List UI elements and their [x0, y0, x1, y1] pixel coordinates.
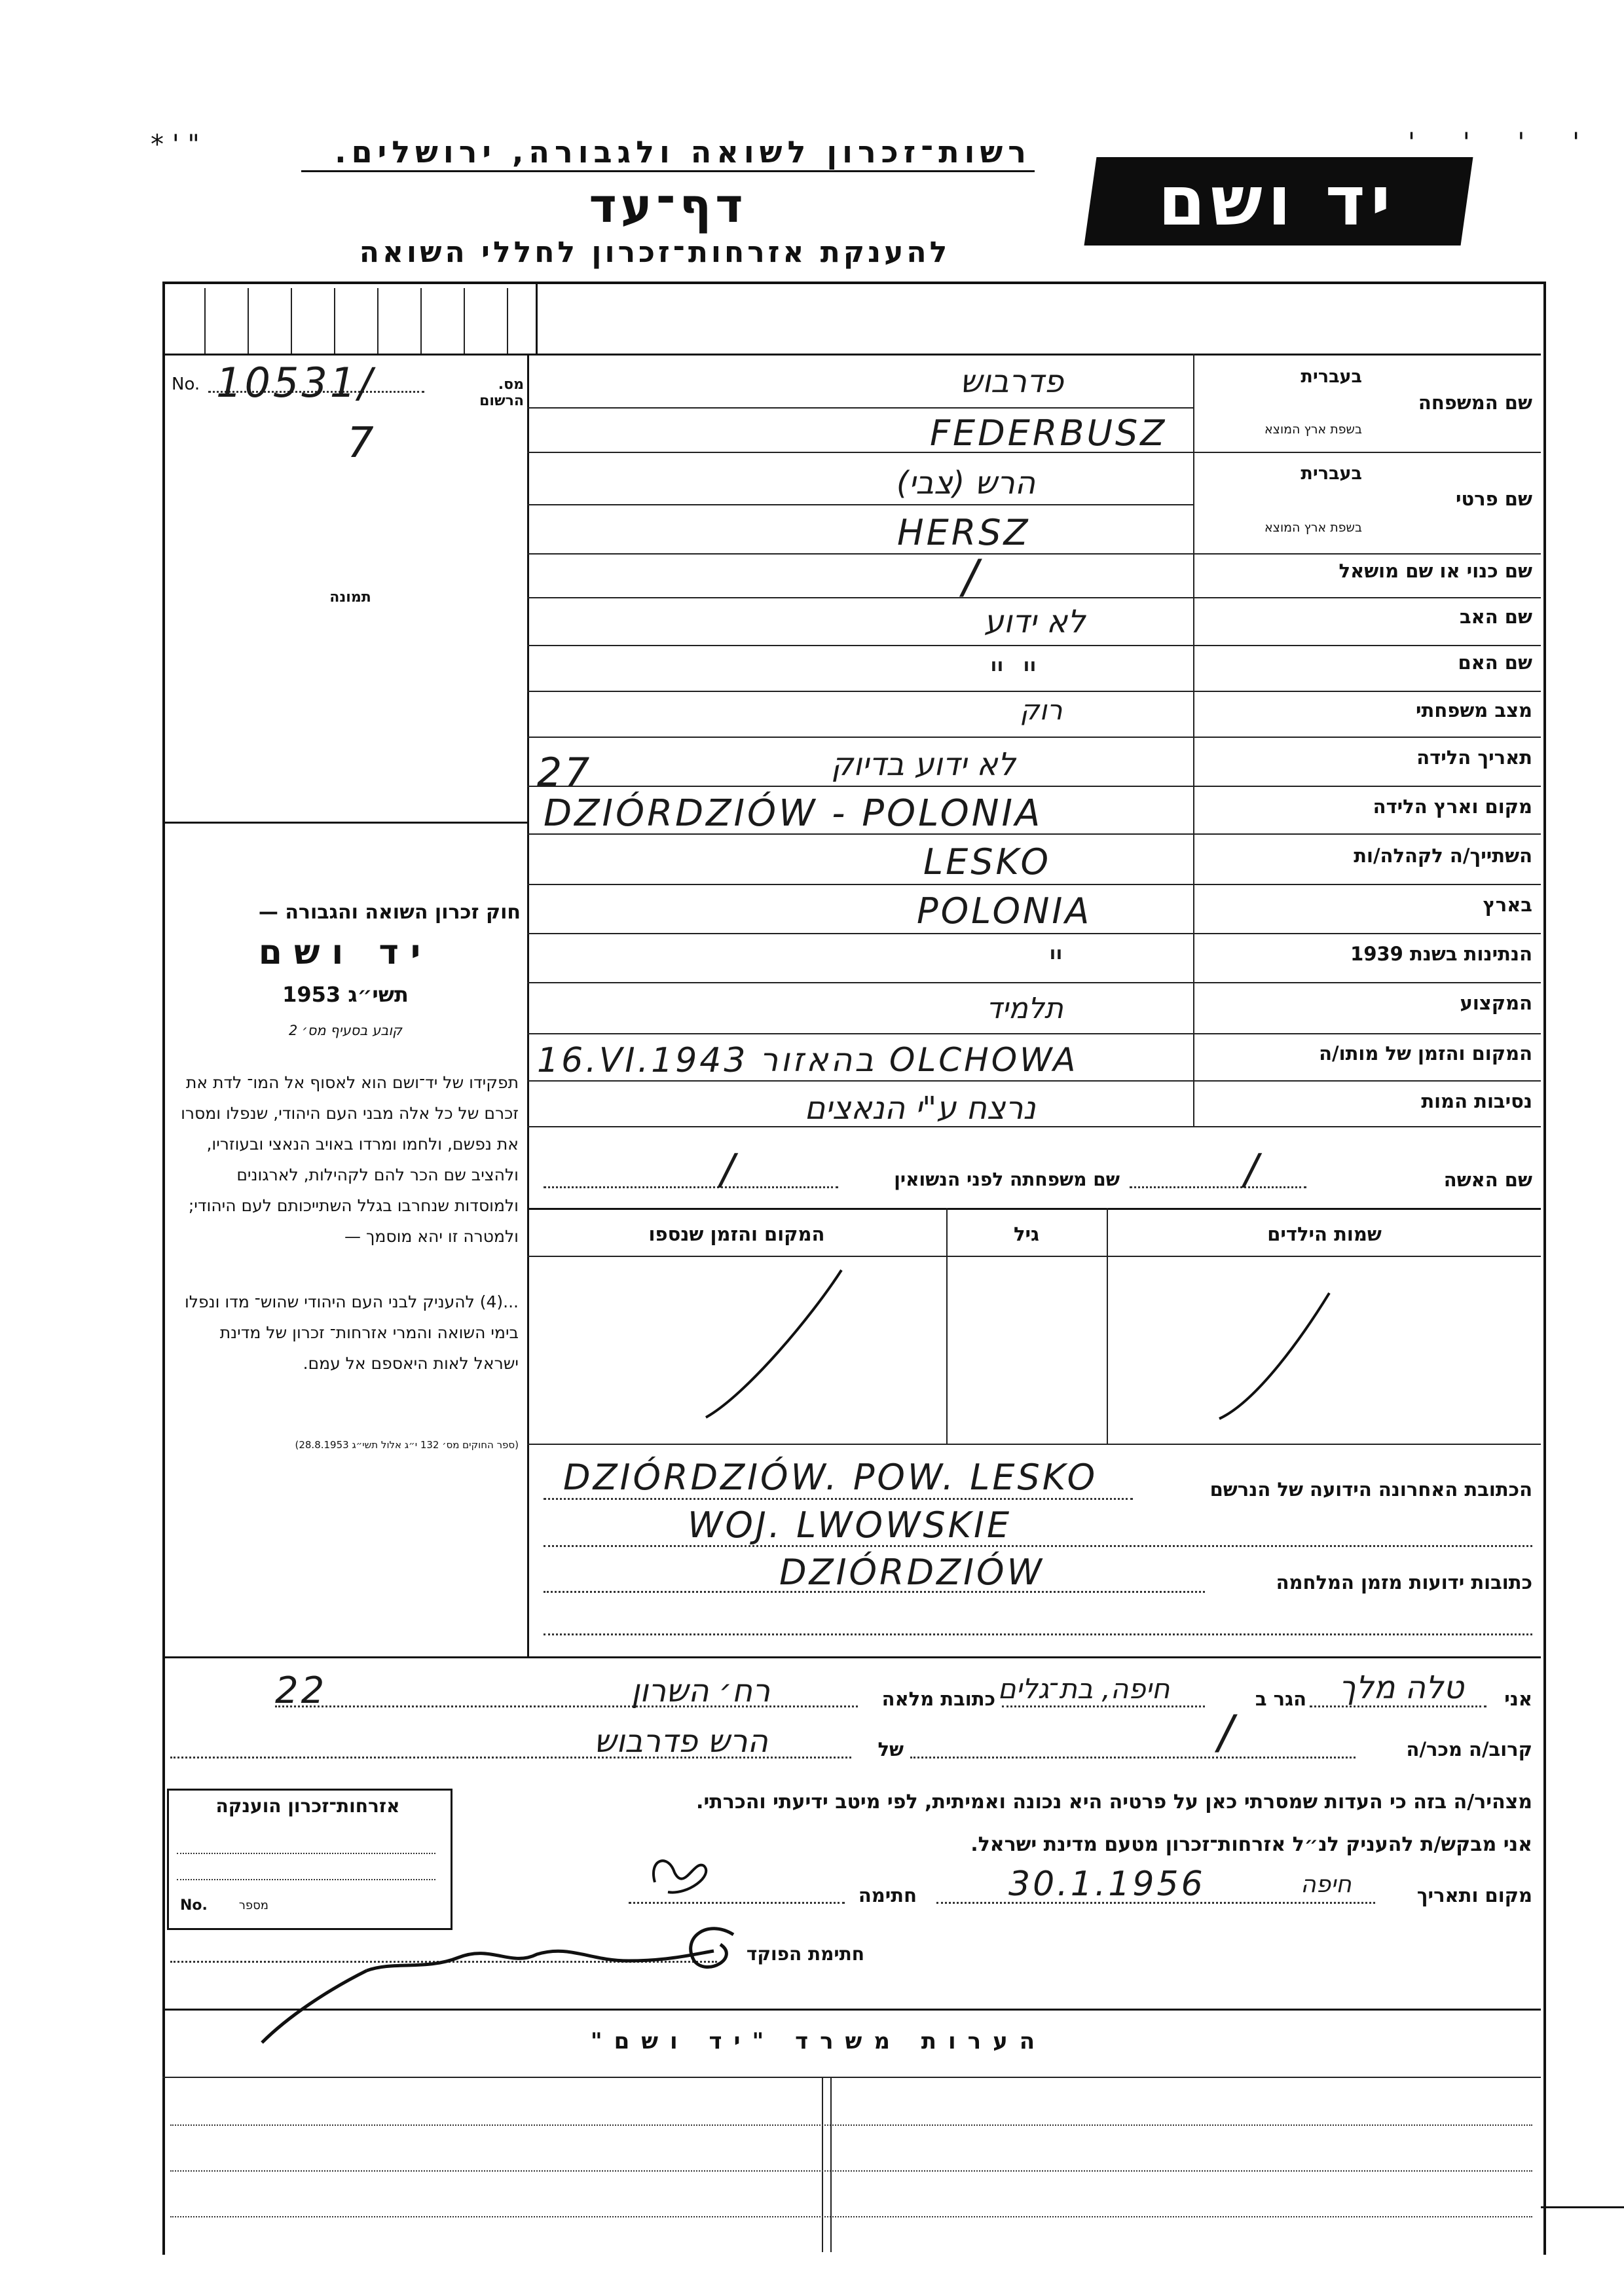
birth-date-label: תאריך הלידה: [1416, 746, 1532, 769]
form-subtitle: להענקת אזרחות־זכרון לחללי השואה: [359, 236, 951, 269]
law-paragraph-2: ...(4) להעניק לבני העם היהודי שהוש־ מדו ונפלו בימי השואה והמרי אזרחות־ זכרון של מדינת ישראל לאות היאספם אל עמם.: [184, 1292, 519, 1373]
profession-label: המקצוע: [1460, 992, 1532, 1014]
law-clause: קובע בסעיף מס׳ 2: [289, 1023, 402, 1038]
family-name-label: שם המשפחה: [1418, 392, 1532, 414]
stub-tick: [291, 288, 292, 354]
birth-date-value: לא ידוע בדיוק: [831, 746, 1016, 783]
relation-dots: [910, 1757, 1356, 1758]
community-value: LESKO: [923, 841, 1051, 883]
first-name-latin-sublabel: בשפת ארץ המוצא: [1264, 520, 1362, 535]
row-divider: [527, 933, 1541, 934]
profession-value: תלמיד: [986, 992, 1063, 1025]
birth-place-label: מקום וארץ הלידה: [1373, 795, 1532, 818]
remarks-title: הערות משרד "יד ושם": [590, 2028, 1047, 2054]
row-divider: [527, 504, 1193, 505]
relation-value: /: [1218, 1705, 1236, 1759]
first-name-hebrew-value: הרש (צבי): [896, 465, 1036, 501]
law-footnote: (ספר החוקים מס׳ 132 י״ג אלול תשי״ג 28.8.1953): [295, 1439, 519, 1451]
nickname-value: /: [963, 550, 981, 604]
declarant-number: 22: [275, 1669, 327, 1712]
row-divider: [527, 786, 1541, 787]
declarant-i-label: אני: [1504, 1688, 1532, 1710]
first-name-label: שם פרטי: [1455, 488, 1532, 510]
strike-mark-names: [1219, 1293, 1329, 1419]
registration-number: 10531/: [216, 359, 375, 407]
remarks-dots: [170, 2170, 1532, 2172]
nickname-label: שם כנוי או שם מושאל: [1338, 560, 1532, 582]
law-paragraph-1: תפקידו של יד־ושם הוא לאסוף אל המו־ לדת את זכרם של כל אלה מבני העם היהודי, שנפלו ומסרו את נפשם, ולחמו ומרדו באויב הנאצי ובעוזריו, ולהציב שם הכר להם לקהילות, לארגונים ולמוסדות שנחרבו בגלל השתייכותם לעם היהודי; ולמטרה זו יהא מוסמך —: [181, 1073, 519, 1246]
children-place-header: המקום והזמן שנספו: [648, 1223, 825, 1245]
remarks-divider: [830, 2077, 832, 2252]
row-divider: [527, 737, 1541, 738]
father-value: לא ידוע: [984, 604, 1086, 640]
citizenship-box-no-he: מספר: [238, 1899, 268, 1912]
death-date: 16.VI.1943: [537, 1041, 748, 1080]
first-name-hebrew-sublabel: בעברית: [1301, 464, 1362, 484]
declaration-place: חיפה: [1301, 1871, 1352, 1898]
row-divider: [527, 1033, 1541, 1034]
country-label: בארץ: [1483, 894, 1532, 916]
remarks-header-line: [162, 2077, 1541, 2078]
first-name-latin-value: HERSZ: [897, 512, 1031, 553]
stub-tick: [334, 288, 335, 354]
photo-box-bottom: [162, 822, 527, 824]
signatures: [0, 1820, 1624, 2213]
officer-signature-label: חתימת הפוקד: [746, 1943, 864, 1965]
stub-divider: [536, 282, 538, 354]
row-divider: [527, 553, 1541, 555]
family-name-latin-value: FEDERBUSZ: [930, 412, 1168, 454]
remarks-dots: [170, 2124, 1532, 2126]
row-divider: [527, 982, 1541, 983]
resides-dots: [1002, 1705, 1205, 1707]
mother-label: שם האם: [1458, 651, 1532, 674]
relation-label: קרוב/ה מכר/ה: [1406, 1738, 1532, 1760]
circumstances-value: נרצח ע"י הנאצים: [804, 1090, 1036, 1127]
remarks-divider: [822, 2077, 823, 2252]
form-title: דף־עד: [589, 178, 747, 233]
children-age-header: גיל: [1013, 1223, 1040, 1245]
row-divider: [527, 407, 1193, 409]
children-names-header: שמות הילדים: [1267, 1223, 1382, 1245]
resides-label: הגר ב: [1255, 1688, 1306, 1710]
family-status-value: רוק: [1020, 694, 1063, 726]
stub-tick: [248, 288, 249, 354]
war-address-label: כתובות ידועות מזמן המלחמה: [1276, 1571, 1532, 1594]
label-column-divider: [1193, 354, 1194, 1126]
registration-no-hebrew-label: מס. הרשום: [479, 376, 524, 409]
officer-signature: [262, 1929, 733, 2043]
stray-marks: * ' ": [151, 130, 200, 160]
circumstances-label: נסיבות המות: [1421, 1090, 1532, 1112]
place-date-label: מקום ותאריך: [1416, 1884, 1532, 1906]
community-label: השתייך/ה לקהלה/ות: [1354, 845, 1532, 867]
birth-date-extra: 27: [537, 750, 593, 795]
top-stub-divider: [162, 354, 1541, 355]
row-divider: [527, 645, 1541, 646]
father-label: שם האב: [1459, 606, 1532, 628]
signature-label: חתימה: [858, 1884, 917, 1906]
stub-tick: [507, 288, 508, 354]
stub-tick: [204, 288, 206, 354]
declarant-street: רח׳ השרון: [631, 1673, 771, 1709]
family-name-hebrew-value: פדרבוש: [959, 363, 1064, 400]
wife-row-bottom: [527, 1208, 1541, 1210]
wife-value: /: [1244, 1146, 1261, 1194]
country-value: POLONIA: [917, 890, 1092, 932]
family-name-latin-sublabel: בשפת ארץ המוצא: [1264, 422, 1362, 437]
citizenship-value: ": [1048, 943, 1067, 984]
declaration-date: 30.1.1956: [1008, 1865, 1206, 1904]
stub-tick: [420, 288, 422, 354]
war-address-value: DZIÓRDZIÓW: [779, 1552, 1044, 1593]
stub-tick: [464, 288, 465, 354]
row-divider: [527, 597, 1541, 598]
wife-maiden-value: /: [720, 1146, 737, 1194]
wife-dots: [1130, 1186, 1306, 1188]
remarks-dots: [170, 2216, 1532, 2217]
last-address-label: הכתובת האחרונה הידועה של הנרשם: [1209, 1478, 1532, 1501]
law-year: תשי״ג 1953: [282, 982, 409, 1007]
citizenship-label: הנתינות בשנת 1939: [1350, 943, 1532, 965]
last-address-dots: [544, 1498, 1133, 1500]
stub-tick: [377, 288, 378, 354]
family-status-label: מצב משפחתי: [1415, 699, 1532, 721]
death-place: בהאזור OLCHOWA: [760, 1041, 1079, 1079]
statement-1: מצהיר/ה בזה כי העדות שמסרתי כאן על פרטיה היא נכונה ואמיתית, לפי מיטב ידיעתי והכרתי.: [696, 1791, 1532, 1813]
declarant-signature: [654, 1861, 706, 1892]
citizenship-box-title: אזרחות־זכרון הוענקה: [215, 1795, 400, 1817]
institution-underline: [301, 170, 1035, 172]
declaration-top-line: [162, 1656, 1541, 1658]
statement-2: אני מבקש/ת להעניק לנ״ל אזרחות־זכרון מטעם מדינת ישראל.: [970, 1833, 1532, 1856]
mother-value: " ": [989, 655, 1041, 696]
full-address-label: כתובת מלאה: [881, 1688, 995, 1710]
remarks-top-line: [162, 2009, 1541, 2011]
row-divider: [527, 1080, 1541, 1082]
institution-line: רשות־זכרון לשואה ולגבורה, ירושלים.: [335, 134, 1031, 170]
birth-place-value: DZIÓRDZIÓW - POLONIA: [544, 792, 1043, 835]
wife-maiden-dots: [544, 1186, 838, 1188]
war-address-dots-2: [544, 1633, 1532, 1635]
citizenship-box-no-en: No.: [180, 1897, 208, 1914]
wife-maiden-label: שם משפחתה לפני הנשואין: [894, 1169, 1120, 1190]
declarant-city: חיפה, בת־גלים: [997, 1673, 1170, 1705]
corner-marks: ' ' ' ': [1408, 128, 1600, 158]
declarant-name: טלה מלך: [1338, 1669, 1464, 1706]
last-address-line-1: DZIÓRDZIÓW. POW. LESKO: [563, 1457, 1098, 1498]
registration-suffix: 7: [347, 419, 377, 467]
law-title: חוק זכרון השואה והגבורה —: [258, 901, 521, 924]
strike-mark-place: [706, 1270, 841, 1417]
photo-label: תמונה: [329, 589, 371, 606]
last-address-line-2: WOJ. LWOWSKIE: [688, 1504, 1012, 1546]
death-label: המקום והזמן של מותו/ה: [1319, 1042, 1532, 1065]
family-name-hebrew-sublabel: בעברית: [1301, 367, 1362, 387]
wife-label: שם האשה: [1443, 1169, 1532, 1191]
law-name: יד ושם: [258, 933, 433, 972]
logo-text: יד ושם: [1158, 161, 1396, 241]
of-value: הרש פדרבוש: [594, 1723, 768, 1760]
row-divider: [527, 884, 1541, 885]
registration-no-label: No.: [172, 374, 200, 394]
of-label: של: [877, 1738, 904, 1760]
page-edge-line: [1541, 2206, 1624, 2208]
